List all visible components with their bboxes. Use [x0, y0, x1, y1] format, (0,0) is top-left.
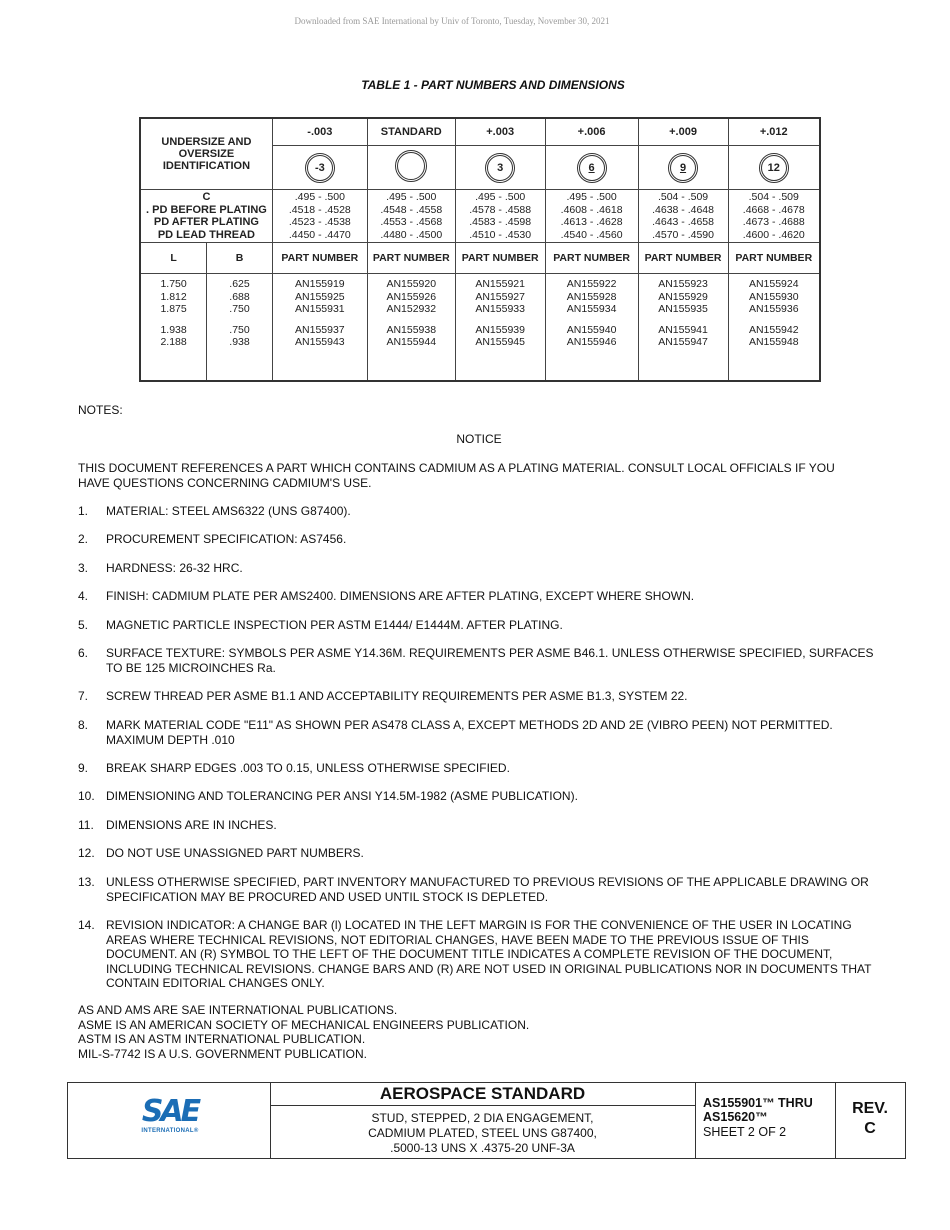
note-5 [78, 618, 878, 633]
part-number-group: AN155941 AN155947 [658, 323, 708, 348]
document-number-cell [695, 1083, 836, 1158]
note-number: 11. [78, 818, 94, 832]
note-13 [78, 875, 878, 904]
note-number: 13. [78, 875, 95, 889]
title-block [67, 1082, 906, 1159]
note-number: 2. [78, 532, 89, 546]
note-4 [78, 589, 878, 604]
mark-cell [272, 146, 367, 190]
part-number-group: AN155938 AN155944 [386, 323, 437, 348]
note-text: UNLESS OTHERWISE SPECIFIED, PART INVENTORY MANUFACTURED TO PREVIOUS REVISIONS OF THE APPLICABLE DRAWING OR SPECIFICATION MAY BE PROCURED AND USED UNTIL STOCK IS DEPLETED. [106, 875, 869, 904]
note-text: SCREW THREAD PER ASME B1.1 AND ACCEPTABILITY REQUIREMENTS PER ASME B1.3, SYSTEM 22. [106, 689, 688, 703]
note-number: 1. [78, 504, 89, 518]
dims-plus-012: .504 - .509 .4668 - .4678 .4673 - .4688 .4600 - .4620 [728, 190, 820, 243]
notes-label: NOTES: [78, 403, 123, 417]
col-header-plus-009: +.009 [638, 118, 728, 146]
publication-line: MIL-S-7742 IS A U.S. GOVERNMENT PUBLICATION. [78, 1046, 367, 1061]
l-values-cell [140, 274, 207, 382]
revision: REV. C [852, 1100, 888, 1137]
mark-cell [367, 146, 455, 190]
title-cell [270, 1083, 696, 1158]
part-number-group: AN155920 AN155926 AN152932 [386, 278, 437, 315]
note-11 [78, 818, 878, 833]
part-number-group: AN155924 AN155930 AN155936 [748, 278, 799, 315]
note-text: DIMENSIONS ARE IN INCHES. [106, 818, 277, 832]
ident-mark-3: 3 [485, 153, 515, 183]
note-6 [78, 646, 878, 675]
note-number: 14. [78, 918, 95, 932]
note-number: 10. [78, 789, 95, 803]
note-2 [78, 532, 878, 547]
ident-mark-9: 9 [668, 153, 698, 183]
mark-cell [545, 146, 638, 190]
table-title: TABLE 1 - PART NUMBERS AND DIMENSIONS [361, 78, 625, 92]
ident-mark-standard [395, 150, 427, 182]
note-7 [78, 689, 878, 704]
publication-line: ASTM IS AN ASTM INTERNATIONAL PUBLICATION. [78, 1032, 366, 1046]
part-numbers-table [139, 117, 821, 382]
part-number-header: PART NUMBER [545, 243, 638, 274]
note-9 [78, 761, 878, 776]
sheet-number: SHEET 2 OF 2 [703, 1125, 787, 1139]
note-text: BREAK SHARP EDGES .003 TO 0.15, UNLESS OTHERWISE SPECIFIED. [106, 761, 510, 775]
note-3 [78, 561, 878, 576]
note-number: 6. [78, 646, 89, 660]
note-text: DIMENSIONING AND TOLERANCING PER ANSI Y14.5M-1982 (ASME PUBLICATION). [106, 789, 578, 803]
note-number: 7. [78, 689, 89, 703]
note-number: 5. [78, 618, 89, 632]
l-values-group-2: 1.938 2.188 [160, 323, 187, 348]
l-values-group-1: 1.750 1.812 1.875 [160, 278, 187, 315]
part-numbers-plus-006 [545, 274, 638, 382]
col-header-plus-012: +.012 [728, 118, 820, 146]
standard-heading: AEROSPACE STANDARD [270, 1083, 695, 1106]
note-8 [78, 718, 878, 747]
note-number: 9. [78, 761, 89, 775]
note-12 [78, 846, 878, 861]
note-text: DO NOT USE UNASSIGNED PART NUMBERS. [106, 846, 364, 860]
sae-logo-subtext: INTERNATIONAL® [141, 1128, 199, 1134]
sae-logo-mark: SAE [141, 1094, 199, 1129]
note-text: MAGNETIC PARTICLE INSPECTION PER ASTM E1444/ E1444M. AFTER PLATING. [106, 618, 563, 632]
part-numbers-plus-012 [728, 274, 820, 382]
note-text: MATERIAL: STEEL AMS6322 (UNS G87400). [106, 504, 351, 518]
mark-cell [638, 146, 728, 190]
note-text: PROCUREMENT SPECIFICATION: AS7456. [106, 532, 347, 546]
part-numbers-plus-003 [455, 274, 545, 382]
b-values-group-1: .625 .688 .750 [229, 278, 250, 315]
note-number: 12. [78, 846, 95, 860]
part-numbers-plus-009 [638, 274, 728, 382]
note-10 [78, 789, 878, 804]
publication-line: AS AND AMS ARE SAE INTERNATIONAL PUBLICATIONS. [78, 1003, 398, 1017]
b-values-cell [207, 274, 273, 382]
document-number: AS155901™ THRU AS15620™ [703, 1096, 813, 1124]
part-number-group: AN155923 AN155929 AN155935 [658, 278, 708, 315]
part-number-group: AN155939 AN155945 [475, 323, 525, 348]
note-1 [78, 504, 878, 519]
part-description: STUD, STEPPED, 2 DIA ENGAGEMENT, CADMIUM PLATED, STEEL UNS G87400, .5000-13 UNS X .4375-20 UNF-3A [368, 1111, 597, 1155]
part-number-header: PART NUMBER [367, 243, 455, 274]
part-number-group: AN155919 AN155925 AN155931 [295, 278, 345, 315]
part-number-header: PART NUMBER [272, 243, 367, 274]
dims-minus-003: .495 - .500 .4518 - .4528 .4523 - .4538 .4450 - .4470 [272, 190, 367, 243]
mark-cell [728, 146, 820, 190]
note-14 [78, 918, 878, 991]
note-number: 4. [78, 589, 89, 603]
note-text: REVISION INDICATOR: A CHANGE BAR (l) LOCATED IN THE LEFT MARGIN IS FOR THE CONVENIENCE OF THE USER IN LOCATING AREAS WHERE TECHNICAL REVISIONS, NOT EDITORIAL CHANGES, HAVE BEEN MADE TO THE PREVIOUS ISSUE OF THIS DOCUMENT. AN (R) SYMBOL TO THE LEFT OF THE DOCUMENT TITLE INDICATES A COMPLETE REVISION OF THE DOCUMENT, INCLUDING TECHNICAL REVISIONS. CHANGE BARS AND (R) ARE NOT USED IN ORIGINAL PUBLICATIONS NOR IN DOCUMENTS THAT CONTAIN EDITORIAL CHANGES ONLY. [106, 918, 872, 990]
dims-plus-006: .495 - .500 .4608 - .4618 .4613 - .4628 .4540 - .4560 [545, 190, 638, 243]
ident-mark-12: 12 [759, 153, 789, 183]
notice-text: THIS DOCUMENT REFERENCES A PART WHICH CONTAINS CADMIUM AS A PLATING MATERIAL. CONSULT LOCAL OFFICIALS IF YOU HAVE QUESTIONS CONCERNING CADMIUM'S USE. [78, 461, 835, 490]
col-l-header: L [140, 243, 207, 274]
part-numbers-standard [367, 274, 455, 382]
notice-heading: NOTICE [456, 432, 502, 446]
dims-standard: .495 - .500 .4548 - .4558 .4553 - .4568 .4480 - .4500 [367, 190, 455, 243]
dims-plus-009: .504 - .509 .4638 - .4648 .4643 - .4658 .4570 - .4590 [638, 190, 728, 243]
part-number-header: PART NUMBER [638, 243, 728, 274]
ident-mark-6: 6 [577, 153, 607, 183]
col-header-plus-003: +.003 [455, 118, 545, 146]
note-text: HARDNESS: 26-32 HRC. [106, 561, 243, 575]
identification-label: UNDERSIZE AND OVERSIZE IDENTIFICATION [140, 118, 272, 190]
note-number: 8. [78, 718, 89, 732]
part-number-group: AN155922 AN155928 AN155934 [566, 278, 617, 315]
dimension-labels: C . PD BEFORE PLATING PD AFTER PLATING PD LEAD THREAD [140, 190, 272, 243]
note-text: MARK MATERIAL CODE "E11" AS SHOWN PER AS478 CLASS A, EXCEPT METHODS 2D AND 2E (VIBRO PEEN) NOT PERMITTED. MAXIMUM DEPTH .010 [106, 718, 833, 747]
ident-mark-minus-3: -3 [305, 153, 335, 183]
mark-cell [455, 146, 545, 190]
part-number-header: PART NUMBER [455, 243, 545, 274]
part-number-group: AN155940 AN155946 [566, 323, 617, 348]
part-number-group: AN155942 AN155948 [748, 323, 799, 348]
publication-list [78, 1003, 529, 1061]
part-number-group: AN155921 AN155927 AN155933 [475, 278, 525, 315]
b-values-group-2: .750 .938 [229, 323, 250, 348]
col-header-standard: STANDARD [367, 118, 455, 146]
col-header-minus-003: -.003 [272, 118, 367, 146]
col-b-header: B [207, 243, 273, 274]
note-text: SURFACE TEXTURE: SYMBOLS PER ASME Y14.36M. REQUIREMENTS PER ASME B46.1. UNLESS OTHERWISE SPECIFIED, SURFACES TO BE 125 MICROINCHES Ra. [106, 646, 874, 675]
note-number: 3. [78, 561, 89, 575]
part-number-group: AN155937 AN155943 [295, 323, 345, 348]
logo-cell [68, 1083, 271, 1158]
col-header-plus-006: +.006 [545, 118, 638, 146]
download-watermark: Downloaded from SAE International by Univ of Toronto, Tuesday, November 30, 2021 [294, 16, 610, 26]
note-text: FINISH: CADMIUM PLATE PER AMS2400. DIMENSIONS ARE AFTER PLATING, EXCEPT WHERE SHOWN. [106, 589, 695, 603]
dims-plus-003: .495 - .500 .4578 - .4588 .4583 - .4598 .4510 - .4530 [455, 190, 545, 243]
part-number-header: PART NUMBER [728, 243, 820, 274]
publication-line: ASME IS AN AMERICAN SOCIETY OF MECHANICAL ENGINEERS PUBLICATION. [78, 1017, 530, 1032]
sae-logo [138, 1094, 202, 1136]
part-numbers-minus-003 [272, 274, 367, 382]
